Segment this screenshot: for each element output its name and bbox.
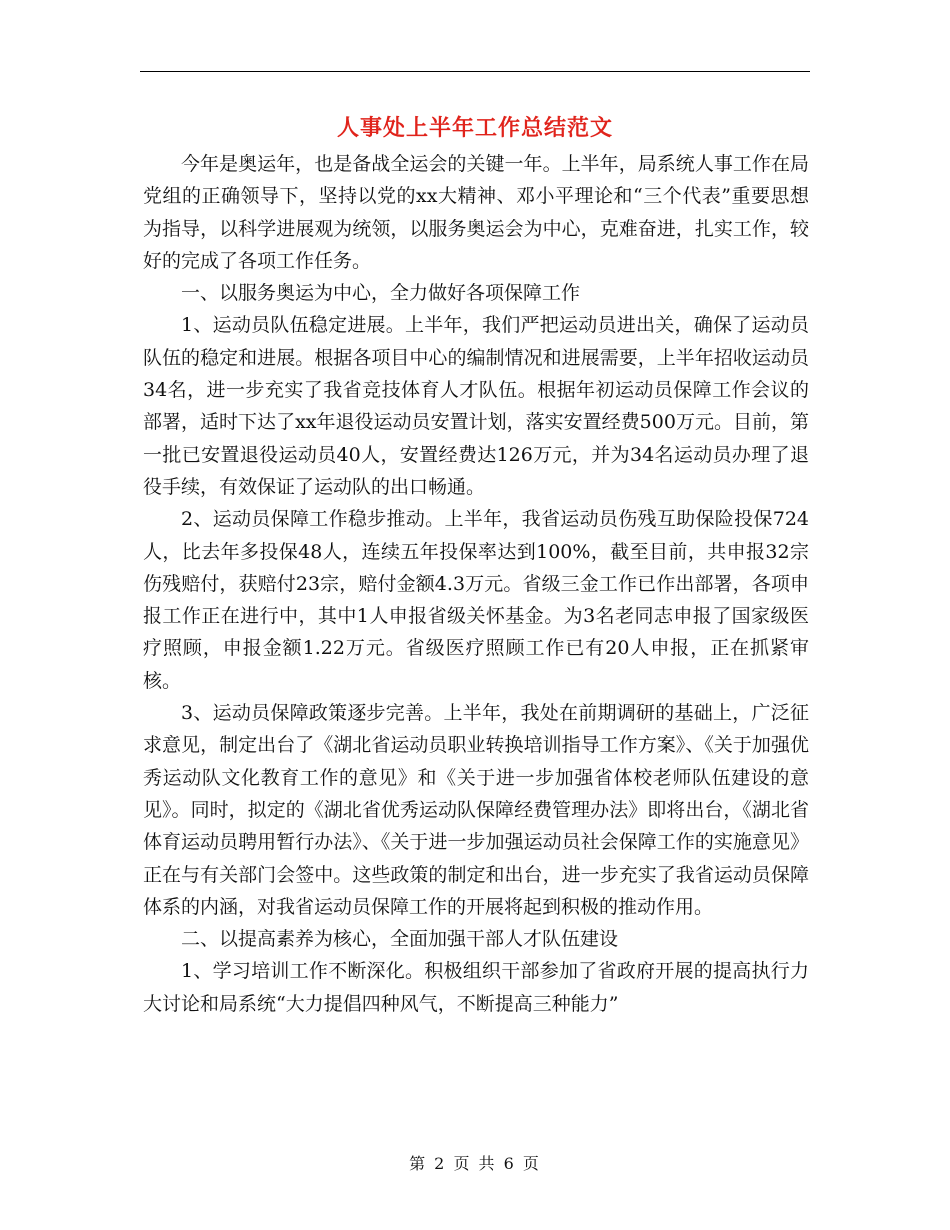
paragraph-1-1: 1、运动员队伍稳定进展。上半年，我们严把运动员进出关，确保了运动员队伍的稳定和进展。根据各项目中心的编制情况和进展需要，上半年招收运动员34名，进一步充实了我省竞技体育人才队伍。根据年初运动员保障工作会议的部署，适时下达了xx年退役运动员安置计划，落实安置经费500万元。目前，第一批已安置退役运动员40人，安置经费达126万元，并为34名运动员办理了退役手续，有效保证了运动队的出口畅通。 <box>143 314 809 498</box>
paragraph-1-2: 2、运动员保障工作稳步推动。上半年，我省运动员伤残互助保险投保724人，比去年多投保48人，连续五年投保率达到100%，截至目前，共申报32宗伤残赔付，获赔付23宗，赔付金额4.3万元。省级三金工作已作出部署，各项申报工作正在进行中，其中1人申报省级关怀基金。为3名老同志申报了国家级医疗照顾，申报金额1.22万元。省级医疗照顾工作已有20人申报，正在抓紧审核。 <box>143 508 809 692</box>
section-heading-1: 一、以服务奥运为中心，全力做好各项保障工作 <box>181 282 581 305</box>
paragraph-2-1: 1、学习培训工作不断深化。积极组织干部参加了省政府开展的提高执行力大讨论和局系统“大力提倡四种风气，不断提高三种能力” <box>143 960 809 1015</box>
document-body <box>143 148 809 1020</box>
document-title: 人事处上半年工作总结范文 <box>336 115 613 141</box>
header-rule <box>140 71 810 72</box>
page-number-footer: 第 2 页 共 6 页 <box>409 1154 541 1173</box>
paragraph-intro: 今年是奥运年，也是备战全运会的关键一年。上半年，局系统人事工作在局党组的正确领导下，坚持以党的xx大精神、邓小平理论和“三个代表”重要思想为指导，以科学进展观为统领，以服务奥运会为中心，克难奋进，扎实工作，较好的完成了各项工作任务。 <box>143 153 809 272</box>
paragraph-1-3: 3、运动员保障政策逐步完善。上半年，我处在前期调研的基础上，广泛征求意见，制定出台了《湖北省运动员职业转换培训指导工作方案》、《关于加强优秀运动队文化教育工作的意见》和《关于进一步加强省体校老师队伍建设的意见》。同时，拟定的《湖北省优秀运动队保障经费管理办法》即将出台，《湖北省体育运动员聘用暂行办法》、《关于进一步加强运动员社会保障工作的实施意见》正在与有关部门会签中。这些政策的制定和出台，进一步充实了我省运动员保障体系的内涵，对我省运动员保障工作的开展将起到积极的推动作用。 <box>143 702 809 918</box>
section-heading-2: 二、以提高素养为核心，全面加强干部人才队伍建设 <box>181 928 619 951</box>
